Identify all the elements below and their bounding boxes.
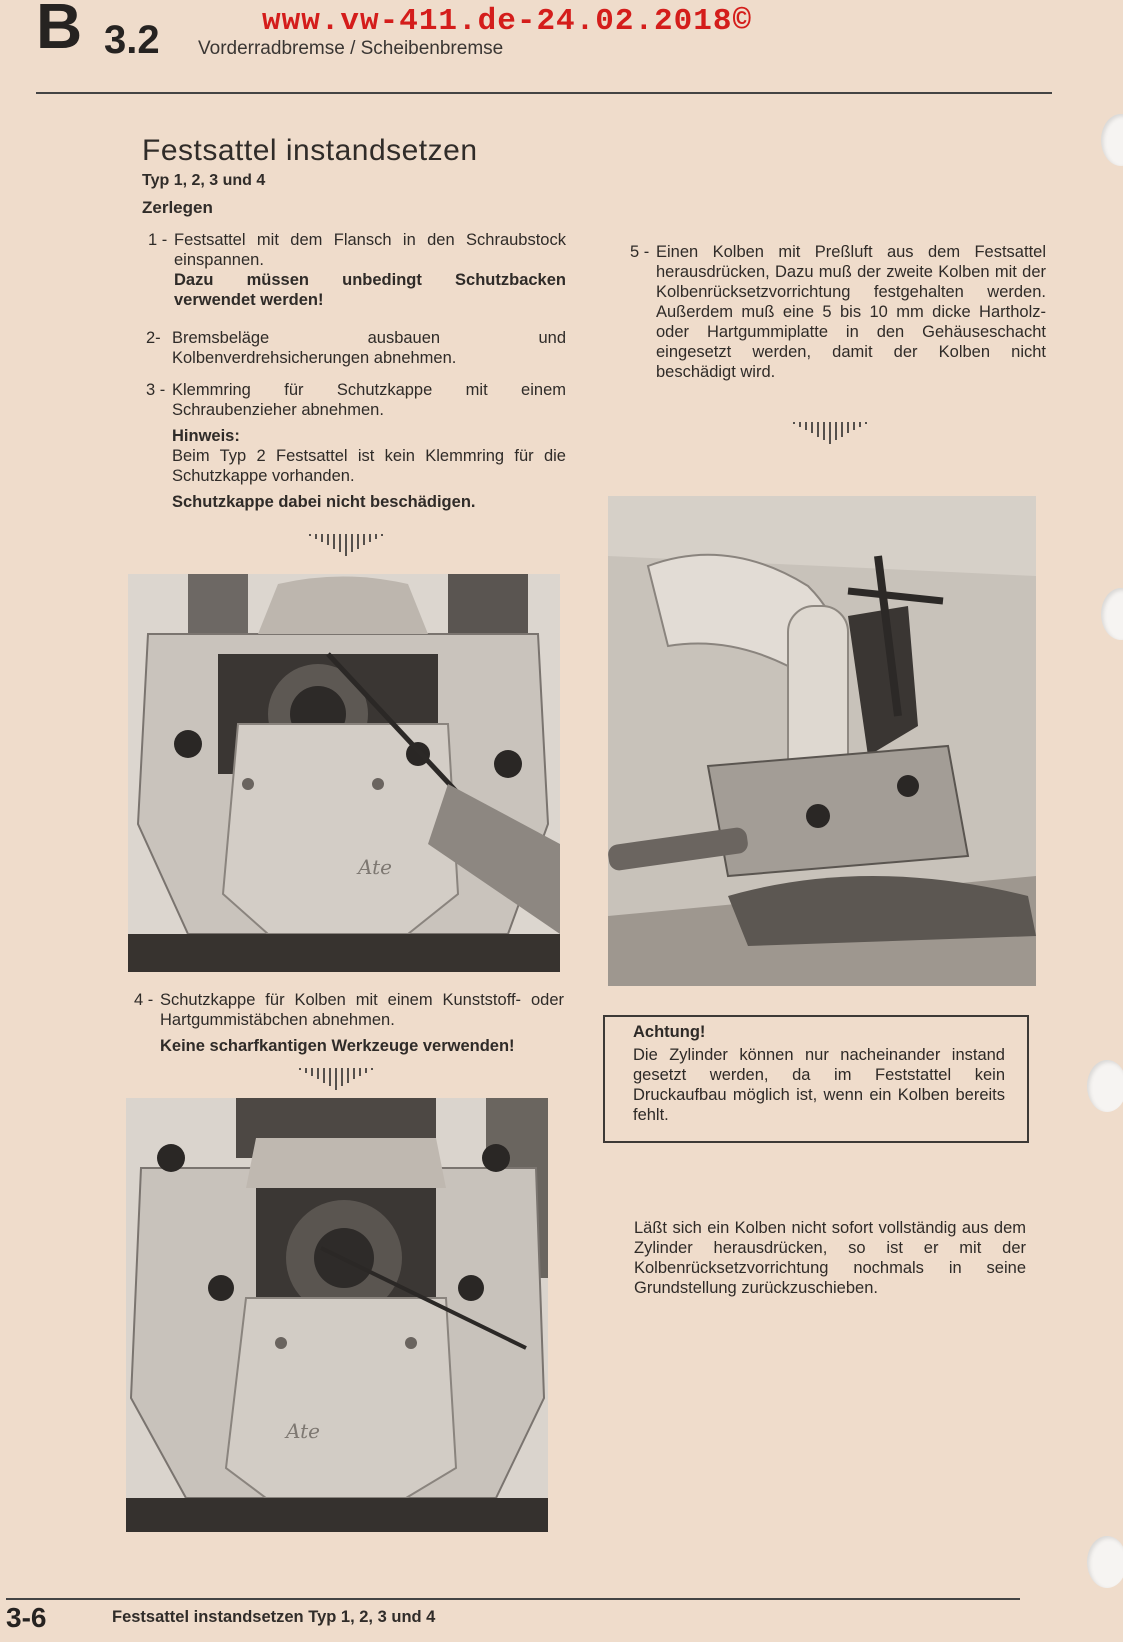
- note-label: Hinweis:: [172, 427, 240, 445]
- header-rule: [36, 92, 1052, 94]
- ate-mark: Ate: [286, 1419, 320, 1443]
- photo-caliper-clamp-ring: [128, 574, 560, 972]
- step-4: [134, 990, 564, 1056]
- footer-title: Festsattel instandsetzen Typ 1, 2, 3 und 4: [112, 1608, 436, 1626]
- caution-box: [603, 1015, 1029, 1143]
- page-number: 3-6: [6, 1602, 47, 1633]
- step-number: 1 -: [148, 231, 168, 249]
- punch-hole: [1101, 114, 1123, 166]
- note-text: Beim Typ 2 Festsattel ist kein Klemmring für die Schutzkappe vorhanden.: [172, 447, 566, 485]
- watermark: www.vw-411.de-24.02.2018©: [262, 4, 753, 39]
- step-2: [146, 328, 566, 368]
- ate-mark: Ate: [358, 855, 392, 879]
- step-warning: Keine scharfkantigen Werkzeuge verwenden!: [160, 1037, 515, 1055]
- step-text: Schutzkappe für Kolben mit einem Kunststoff- oder Hartgummistäbchen abnehmen.: [160, 991, 564, 1029]
- step-warning: Dazu müssen unbedingt Schutzbacken verwendet werden!: [174, 271, 566, 309]
- step-5: [630, 242, 1046, 382]
- step-text: Festsattel mit dem Flansch in den Schraubstock einspannen.: [174, 231, 566, 269]
- photo-piston-compressed-air: [608, 496, 1036, 986]
- step-1: [148, 230, 566, 310]
- section-heading: Zerlegen: [142, 198, 213, 217]
- down-arrow-icon: [308, 532, 384, 558]
- step-text: Einen Kolben mit Preßluft aus dem Festsattel herausdrücken, Dazu muß der zweite Kolben mit der Kolbenrücksetzvorrichtung festgehalten werden. Außerdem muß eine 5 bis 10 mm dicke Hartholz- oder Hartgummiplatte in den Gehäuseschacht eingesetzt werden, damit der Kolben nicht beschädigt wird.: [656, 243, 1046, 381]
- section-subtitle: Vorderradbremse / Scheibenbremse: [198, 38, 504, 59]
- down-arrow-icon: [298, 1066, 374, 1092]
- caution-text: Die Zylinder können nur nacheinander instand gesetzt werden, da im Feststattel kein Druckaufbau möglich ist, wenn ein Kolben bereits fehlt.: [633, 1046, 1005, 1124]
- caution-title: Achtung!: [633, 1023, 706, 1041]
- punch-hole: [1087, 1536, 1123, 1588]
- step-number: 3 -: [146, 381, 166, 399]
- type-subtitle: Typ 1, 2, 3 und 4: [142, 172, 266, 189]
- step-text: Bremsbeläge ausbauen und Kolbenverdrehsicherungen abnehmen.: [172, 329, 566, 367]
- step-text: Klemmring für Schutzkappe mit einem Schraubenzieher abnehmen.: [172, 381, 566, 419]
- step-3: [146, 380, 566, 512]
- down-arrow-icon: [792, 420, 868, 446]
- step-warning: Schutzkappe dabei nicht beschädigen.: [172, 493, 476, 511]
- section-number: 3.2: [104, 18, 160, 62]
- page-title: Festsattel instandsetzen: [142, 134, 478, 167]
- punch-hole: [1101, 588, 1123, 640]
- footer-rule: [6, 1598, 1020, 1600]
- step-number: 2-: [146, 329, 161, 347]
- photo-caliper-protective-cap: [126, 1098, 548, 1532]
- note-paragraph: Läßt sich ein Kolben nicht sofort vollständig aus dem Zylinder herausdrücken, so ist er mit der Kolbenrücksetzvorrichtung nochmals in seine Grundstellung zurückzuschieben.: [634, 1219, 1026, 1297]
- section-letter: B: [36, 0, 83, 62]
- step-number: 4 -: [134, 991, 154, 1009]
- step-number: 5 -: [630, 243, 650, 261]
- punch-hole: [1087, 1060, 1123, 1112]
